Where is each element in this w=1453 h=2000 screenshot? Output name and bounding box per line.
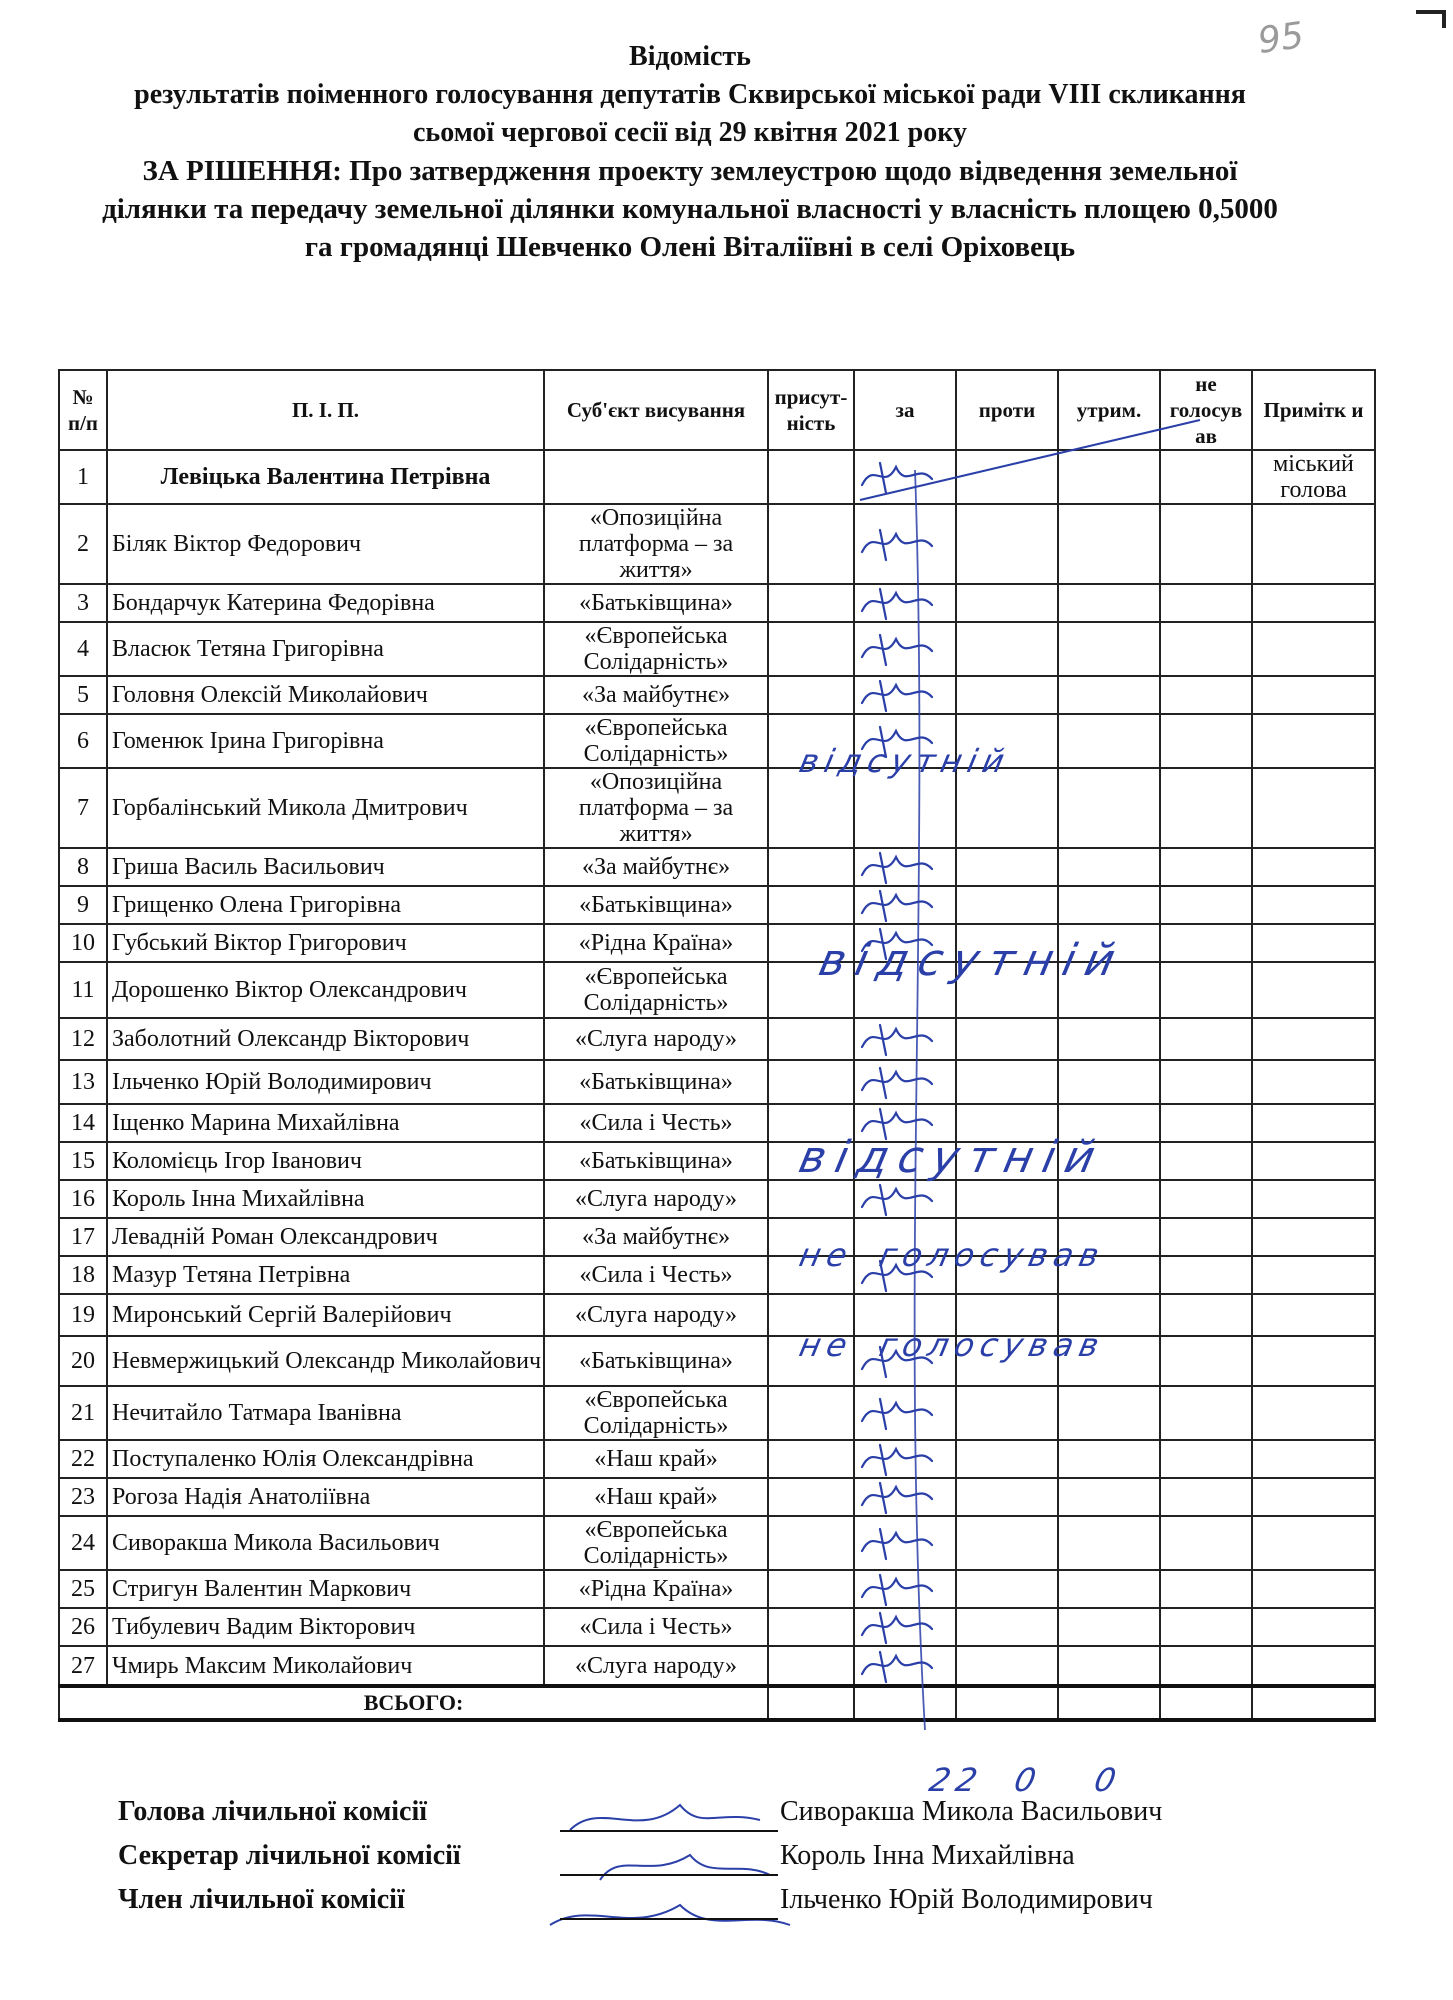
against-cell	[956, 450, 1058, 504]
row-number: 10	[59, 924, 107, 962]
abstain-cell	[1058, 450, 1160, 504]
table-row	[59, 1478, 1375, 1516]
abstain-cell	[1058, 1646, 1160, 1686]
presence-cell	[768, 1180, 854, 1218]
abstain-cell	[1058, 1018, 1160, 1060]
nominating-party: «Слуга народу»	[544, 1180, 768, 1218]
not-voted-cell	[1160, 622, 1252, 676]
deputy-name: Іщенко Марина Михайлівна	[107, 1104, 544, 1142]
table-body	[59, 450, 1375, 1686]
presence-cell	[768, 1060, 854, 1104]
nominating-party: «Сила і Честь»	[544, 1608, 768, 1646]
total-for-handwritten: 22	[925, 1761, 987, 1799]
table-row	[59, 1646, 1375, 1686]
abstain-cell	[1058, 1440, 1160, 1478]
not-voted-cell	[1160, 1440, 1252, 1478]
not-voted-cell	[1160, 1104, 1252, 1142]
decision-line-2: ділянки та передачу земельної ділянки комунальної власності у власність площею 0,5000	[102, 193, 1278, 225]
column-header-name: П. І. П.	[107, 370, 544, 450]
row-number: 13	[59, 1060, 107, 1104]
nominating-party: «Опозиційна платформа – за життя»	[544, 504, 768, 584]
presence-cell	[768, 1646, 854, 1686]
deputy-name: Чмирь Максим Миколайович	[107, 1646, 544, 1686]
table-row	[59, 676, 1375, 714]
nominating-party: «Наш край»	[544, 1440, 768, 1478]
not-voted-cell	[1160, 1180, 1252, 1218]
row-number: 14	[59, 1104, 107, 1142]
table-row	[59, 1060, 1375, 1104]
member-signature-line	[560, 1918, 778, 1920]
nominating-party: «Слуга народу»	[544, 1294, 768, 1336]
note-cell	[1252, 1386, 1375, 1440]
abstain-cell	[1058, 1478, 1160, 1516]
nominating-party: «Опозиційна платформа – за життя»	[544, 768, 768, 848]
abstain-cell	[1058, 886, 1160, 924]
for-cell	[854, 886, 956, 924]
row-number: 17	[59, 1218, 107, 1256]
note-cell	[1252, 1218, 1375, 1256]
column-header-presence: присут-ність	[768, 370, 854, 450]
against-cell	[956, 1608, 1058, 1646]
total-note-cell	[1252, 1686, 1375, 1720]
total-against-cell	[956, 1686, 1058, 1720]
nominating-party: «Батьківщина»	[544, 1060, 768, 1104]
deputy-name: Рогоза Надія Анатоліївна	[107, 1478, 544, 1516]
row-number: 6	[59, 714, 107, 768]
presence-cell	[768, 1608, 854, 1646]
nominating-party: «За майбутнє»	[544, 1218, 768, 1256]
for-cell	[854, 1386, 956, 1440]
total-label: ВСЬОГО:	[59, 1686, 768, 1720]
table-row	[59, 1104, 1375, 1142]
nominating-party: «Наш край»	[544, 1478, 768, 1516]
deputy-name: Бондарчук Катерина Федорівна	[107, 584, 544, 622]
head-title: Голова лічильної комісії	[118, 1796, 428, 1827]
against-cell	[956, 848, 1058, 886]
not-voted-note-row-19-a: не	[795, 1326, 857, 1364]
not-voted-cell	[1160, 1018, 1252, 1060]
table-row	[59, 1180, 1375, 1218]
nominating-party: «Рідна Країна»	[544, 924, 768, 962]
abstain-cell	[1058, 584, 1160, 622]
presence-cell	[768, 1440, 854, 1478]
row-number: 5	[59, 676, 107, 714]
abstain-cell	[1058, 676, 1160, 714]
for-cell	[854, 1516, 956, 1570]
for-cell	[854, 1440, 956, 1478]
presence-cell	[768, 450, 854, 504]
table-row	[59, 886, 1375, 924]
table-row	[59, 1294, 1375, 1336]
commission-secretary-row	[118, 1840, 1318, 1884]
row-number: 7	[59, 768, 107, 848]
total-not-voted-cell	[1160, 1686, 1252, 1720]
note-cell	[1252, 622, 1375, 676]
not-voted-cell	[1160, 1478, 1252, 1516]
row-number: 2	[59, 504, 107, 584]
note-cell	[1252, 1440, 1375, 1478]
row-number: 24	[59, 1516, 107, 1570]
row-number: 9	[59, 886, 107, 924]
presence-cell	[768, 768, 854, 848]
row-number: 26	[59, 1608, 107, 1646]
not-voted-cell	[1160, 1336, 1252, 1386]
page-number: 95	[1255, 15, 1307, 62]
not-voted-cell	[1160, 1218, 1252, 1256]
deputy-name: Ільченко Юрій Володимирович	[107, 1060, 544, 1104]
column-header-for: за	[854, 370, 956, 450]
nominating-party: «Європейська Солідарність»	[544, 714, 768, 768]
table-row	[59, 1142, 1375, 1180]
column-header-note: Примітк и	[1252, 370, 1375, 450]
secretary-title: Секретар лічильної комісії	[118, 1840, 461, 1871]
table-row	[59, 768, 1375, 848]
nominating-party: «За майбутнє»	[544, 676, 768, 714]
nominating-party: «Європейська Солідарність»	[544, 1516, 768, 1570]
presence-cell	[768, 676, 854, 714]
note-cell	[1252, 1570, 1375, 1608]
against-cell	[956, 1440, 1058, 1478]
table-row	[59, 1440, 1375, 1478]
not-voted-cell	[1160, 1060, 1252, 1104]
against-cell	[956, 1018, 1058, 1060]
deputy-name: Левадній Роман Олександрович	[107, 1218, 544, 1256]
not-voted-cell	[1160, 504, 1252, 584]
total-abstain-cell	[1058, 1686, 1160, 1720]
absent-note-row-7: відсутній	[795, 742, 1014, 780]
note-cell	[1252, 962, 1375, 1018]
total-row	[59, 1686, 1375, 1720]
not-voted-cell	[1160, 962, 1252, 1018]
deputy-name: Мазур Тетяна Петрівна	[107, 1256, 544, 1294]
presence-cell	[768, 848, 854, 886]
note-cell	[1252, 848, 1375, 886]
against-cell	[956, 504, 1058, 584]
table-row	[59, 714, 1375, 768]
nominating-party: «Батьківщина»	[544, 1142, 768, 1180]
nominating-party: «Батьківщина»	[544, 1336, 768, 1386]
abstain-cell	[1058, 1386, 1160, 1440]
against-cell	[956, 584, 1058, 622]
presence-cell	[768, 584, 854, 622]
note-cell	[1252, 924, 1375, 962]
commission-member-row	[118, 1884, 1318, 1928]
deputy-name: Тибулевич Вадим Вікторович	[107, 1608, 544, 1646]
note-cell	[1252, 676, 1375, 714]
row-number: 21	[59, 1386, 107, 1440]
abstain-cell	[1058, 1516, 1160, 1570]
row-number: 11	[59, 962, 107, 1018]
member-title: Член лічильної комісії	[118, 1884, 405, 1915]
for-cell	[854, 1646, 956, 1686]
table-row	[59, 622, 1375, 676]
for-cell	[854, 848, 956, 886]
note-cell	[1252, 1180, 1375, 1218]
document-header	[60, 38, 1320, 266]
not-voted-cell	[1160, 924, 1252, 962]
presence-cell	[768, 622, 854, 676]
row-number: 18	[59, 1256, 107, 1294]
deputy-name: Дорошенко Віктор Олександрович	[107, 962, 544, 1018]
row-number: 25	[59, 1570, 107, 1608]
abstain-cell	[1058, 1570, 1160, 1608]
column-header-party: Суб'єкт висування	[544, 370, 768, 450]
voting-table	[58, 369, 1376, 1722]
for-cell	[854, 1478, 956, 1516]
not-voted-cell	[1160, 1516, 1252, 1570]
note-cell	[1252, 1018, 1375, 1060]
presence-cell	[768, 1386, 854, 1440]
decision-line-3: га громадянці Шевченко Олені Віталіївні в селі Оріховець	[304, 231, 1076, 263]
not-voted-cell	[1160, 768, 1252, 848]
nominating-party: «Батьківщина»	[544, 584, 768, 622]
note-cell	[1252, 1294, 1375, 1336]
deputy-name: Невмержицький Олександр Миколайович	[107, 1336, 544, 1386]
deputy-name: Гриша Василь Васильович	[107, 848, 544, 886]
deputy-name: Левіцька Валентина Петрівна	[107, 450, 544, 504]
for-cell	[854, 1570, 956, 1608]
for-cell	[854, 584, 956, 622]
presence-cell	[768, 1570, 854, 1608]
row-number: 15	[59, 1142, 107, 1180]
nominating-party: «Сила і Честь»	[544, 1256, 768, 1294]
secretary-name: Король Інна Михайлівна	[780, 1840, 1075, 1871]
nominating-party: «Європейська Солідарність»	[544, 622, 768, 676]
note-cell	[1252, 1516, 1375, 1570]
corner-mark	[1416, 10, 1446, 28]
presence-cell	[768, 1478, 854, 1516]
nominating-party: «Батьківщина»	[544, 886, 768, 924]
not-voted-cell	[1160, 450, 1252, 504]
deputy-name: Гоменюк Ірина Григорівна	[107, 714, 544, 768]
table-row	[59, 1336, 1375, 1386]
column-header-abstain: утрим.	[1058, 370, 1160, 450]
not-voted-note-row-17-b: голосував	[875, 1236, 1109, 1274]
table-row	[59, 962, 1375, 1018]
commission-head-row	[118, 1796, 1318, 1840]
not-voted-cell	[1160, 1608, 1252, 1646]
column-header-num: № п/п	[59, 370, 107, 450]
column-header-not-voted: не голосув ав	[1160, 370, 1252, 450]
against-cell	[956, 886, 1058, 924]
note-cell	[1252, 768, 1375, 848]
against-cell	[956, 1180, 1058, 1218]
table-row	[59, 1570, 1375, 1608]
row-number: 19	[59, 1294, 107, 1336]
for-cell	[854, 676, 956, 714]
presence-cell	[768, 886, 854, 924]
note-cell	[1252, 1608, 1375, 1646]
table-header-row	[59, 370, 1375, 450]
note-cell	[1252, 886, 1375, 924]
presence-cell	[768, 504, 854, 584]
against-cell	[956, 1570, 1058, 1608]
table-row	[59, 848, 1375, 886]
nominating-party: «Європейська Солідарність»	[544, 962, 768, 1018]
head-name: Сиворакша Микола Васильович	[780, 1796, 1163, 1827]
nominating-party: «Сила і Честь»	[544, 1104, 768, 1142]
for-cell	[854, 1180, 956, 1218]
for-cell	[854, 1608, 956, 1646]
table-row	[59, 1608, 1375, 1646]
table-row	[59, 1218, 1375, 1256]
against-cell	[956, 1646, 1058, 1686]
deputy-name: Заболотний Олександр Вікторович	[107, 1018, 544, 1060]
not-voted-cell	[1160, 1256, 1252, 1294]
total-abstain-handwritten: 0	[1090, 1761, 1126, 1799]
note-cell	[1252, 1060, 1375, 1104]
for-cell	[854, 504, 956, 584]
abstain-cell	[1058, 504, 1160, 584]
not-voted-cell	[1160, 1142, 1252, 1180]
document-subtitle-1: результатів поіменного голосування депутатів Сквирської міської ради VIII скликання	[134, 79, 1246, 110]
deputy-name: Горбалінський Микола Дмитрович	[107, 768, 544, 848]
note-cell	[1252, 1336, 1375, 1386]
deputy-name: Губський Віктор Григорович	[107, 924, 544, 962]
table-row	[59, 504, 1375, 584]
table-row	[59, 450, 1375, 504]
row-number: 22	[59, 1440, 107, 1478]
not-voted-cell	[1160, 676, 1252, 714]
against-cell	[956, 1386, 1058, 1440]
document-subtitle-2: сьомої чергової сесії від 29 квітня 2021 року	[413, 117, 967, 148]
against-cell	[956, 622, 1058, 676]
not-voted-cell	[1160, 1646, 1252, 1686]
presence-cell	[768, 1018, 854, 1060]
not-voted-note-row-19-b: голосував	[875, 1326, 1109, 1364]
total-presence	[768, 1686, 854, 1720]
nominating-party: «Слуга народу»	[544, 1018, 768, 1060]
for-cell	[854, 1060, 956, 1104]
table-row	[59, 1018, 1375, 1060]
nominating-party: «Європейська Солідарність»	[544, 1386, 768, 1440]
deputy-name: Біляк Віктор Федорович	[107, 504, 544, 584]
deputy-name: Коломієць Ігор Іванович	[107, 1142, 544, 1180]
deputy-name: Нечитайло Татмара Іванівна	[107, 1386, 544, 1440]
not-voted-note-row-17-a: не	[795, 1236, 857, 1274]
deputy-name: Головня Олексій Миколайович	[107, 676, 544, 714]
against-cell	[956, 1478, 1058, 1516]
nominating-party: «За майбутнє»	[544, 848, 768, 886]
note-cell	[1252, 1478, 1375, 1516]
secretary-signature-line	[560, 1874, 778, 1876]
note-cell	[1252, 1256, 1375, 1294]
against-cell	[956, 768, 1058, 848]
table-row	[59, 1516, 1375, 1570]
row-number: 27	[59, 1646, 107, 1686]
not-voted-cell	[1160, 848, 1252, 886]
abstain-cell	[1058, 1060, 1160, 1104]
not-voted-cell	[1160, 1386, 1252, 1440]
note-cell	[1252, 504, 1375, 584]
note-cell	[1252, 584, 1375, 622]
deputy-name: Поступаленко Юлія Олександрівна	[107, 1440, 544, 1478]
decision-line-1: ЗА РІШЕННЯ: Про затвердження проекту землеустрою щодо відведення земельної	[142, 155, 1238, 187]
row-number: 8	[59, 848, 107, 886]
nominating-party: «Слуга народу»	[544, 1646, 768, 1686]
deputy-name: Стригун Валентин Маркович	[107, 1570, 544, 1608]
against-cell	[956, 676, 1058, 714]
not-voted-cell	[1160, 1570, 1252, 1608]
document-title: Відомість	[629, 41, 751, 72]
not-voted-cell	[1160, 584, 1252, 622]
against-cell	[956, 1060, 1058, 1104]
deputy-name: Власюк Тетяна Григорівна	[107, 622, 544, 676]
deputy-name: Грищенко Олена Григорівна	[107, 886, 544, 924]
against-cell	[956, 1516, 1058, 1570]
column-header-against: проти	[956, 370, 1058, 450]
abstain-cell	[1058, 1180, 1160, 1218]
abstain-cell	[1058, 848, 1160, 886]
deputy-name: Миронський Сергій Валерійович	[107, 1294, 544, 1336]
abstain-cell	[1058, 1608, 1160, 1646]
total-for-cell	[854, 1686, 956, 1720]
absent-note-row-15: відсутній	[794, 1132, 1110, 1183]
row-number: 20	[59, 1336, 107, 1386]
deputy-name: Сиворакша Микола Васильович	[107, 1516, 544, 1570]
not-voted-cell	[1160, 1294, 1252, 1336]
row-number: 4	[59, 622, 107, 676]
for-cell	[854, 768, 956, 848]
row-number: 16	[59, 1180, 107, 1218]
for-cell	[854, 622, 956, 676]
abstain-cell	[1058, 714, 1160, 768]
total-against-handwritten: 0	[1010, 1761, 1046, 1799]
note-cell	[1252, 1646, 1375, 1686]
presence-cell	[768, 1516, 854, 1570]
absent-note-row-11: відсутній	[814, 935, 1130, 986]
row-number: 3	[59, 584, 107, 622]
abstain-cell	[1058, 768, 1160, 848]
nominating-party: «Рідна Країна»	[544, 1570, 768, 1608]
note-cell	[1252, 1142, 1375, 1180]
note-cell: міський голова	[1252, 450, 1375, 504]
head-signature-line	[560, 1830, 778, 1832]
row-number: 1	[59, 450, 107, 504]
row-number: 12	[59, 1018, 107, 1060]
not-voted-cell	[1160, 886, 1252, 924]
abstain-cell	[1058, 622, 1160, 676]
for-cell	[854, 450, 956, 504]
row-number: 23	[59, 1478, 107, 1516]
table-row	[59, 924, 1375, 962]
note-cell	[1252, 1104, 1375, 1142]
note-cell	[1252, 714, 1375, 768]
deputy-name: Король Інна Михайлівна	[107, 1180, 544, 1218]
table-row	[59, 584, 1375, 622]
not-voted-cell	[1160, 714, 1252, 768]
nominating-party	[544, 450, 768, 504]
table-row	[59, 1386, 1375, 1440]
member-name: Ільченко Юрій Володимирович	[780, 1884, 1153, 1915]
commission-signatures	[118, 1796, 1318, 1928]
for-cell	[854, 1018, 956, 1060]
table-row	[59, 1256, 1375, 1294]
